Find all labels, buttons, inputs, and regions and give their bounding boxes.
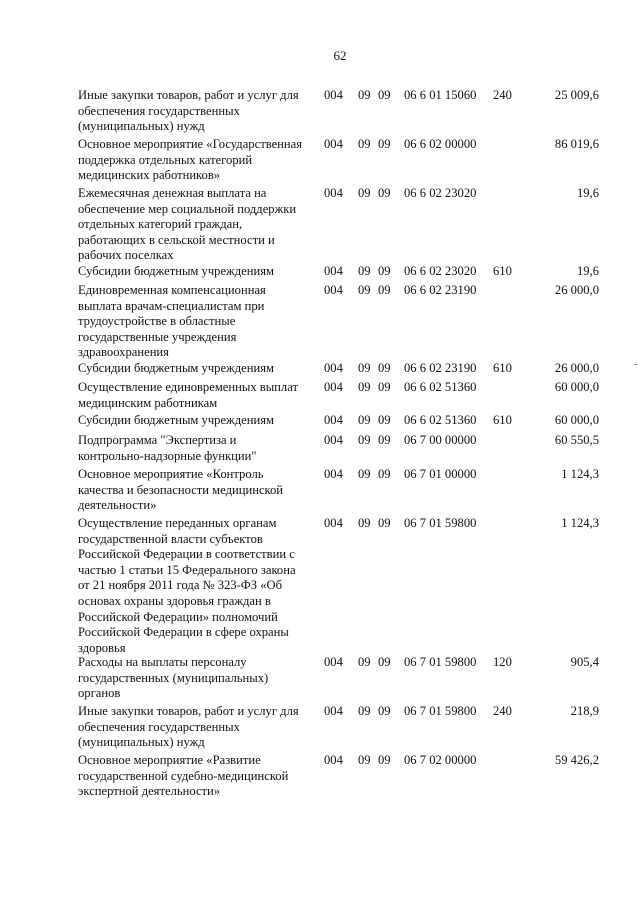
row-subsection-code: 09 (378, 264, 391, 278)
row-target-article-code: 06 7 02 00000 (404, 753, 477, 767)
row-name (78, 516, 310, 656)
row-target-article-code: 06 7 01 59800 (404, 655, 477, 669)
row-name-line: качества и безопасности медицинской (78, 482, 284, 497)
row-name-line: здоровья (78, 640, 126, 655)
row-amount: 60 550,5 (554, 433, 599, 447)
row-section-code: 09 (358, 88, 371, 102)
row-name-line: Субсидии бюджетным учреждениям (78, 361, 274, 375)
row-subsection-code: 09 (378, 380, 391, 394)
row-name-line: Основное мероприятие «Контроль (78, 467, 264, 481)
row-expense-type-code: 610 (493, 413, 512, 427)
row-subsection-code: 09 (378, 413, 391, 427)
row-amount: 25 009,6 (554, 88, 599, 102)
row-section-code: 09 (358, 380, 371, 394)
row-name-line: Российской Федерации в соответствии с (78, 547, 295, 562)
row-target-article-code: 06 6 02 00000 (404, 137, 477, 151)
row-name-line: Иные закупки товаров, работ и услуг для (78, 704, 299, 718)
row-adm-code: 004 (324, 467, 343, 481)
row-amount: 60 000,0 (554, 380, 599, 394)
row-name-line: Осуществление единовременных выплат (78, 380, 298, 394)
row-amount: 26 000,0 (554, 361, 599, 375)
row-amount: 19,6 (576, 264, 599, 278)
row-name-line: контрольно-надзорные функции" (78, 448, 257, 463)
row-subsection-code: 09 (378, 186, 391, 200)
row-adm-code: 004 (324, 380, 343, 394)
row-name (78, 413, 310, 429)
row-section-code: 09 (358, 516, 371, 530)
row-section-code: 09 (358, 361, 371, 375)
row-name-line: частью 1 статьи 15 Федерального закона (78, 562, 296, 577)
row-name-line: обеспечение мер социальной поддержки (78, 201, 297, 216)
row-section-code: 09 (358, 413, 371, 427)
row-target-article-code: 06 6 02 51360 (404, 380, 477, 394)
row-name-line: государственных (муниципальных) (78, 670, 269, 685)
row-name-line: трудоустройстве в областные (78, 314, 236, 329)
row-name (78, 753, 310, 800)
row-name-line: Российской Федерации в сфере охраны (78, 625, 289, 640)
row-amount: 60 000,0 (554, 413, 599, 427)
row-name-line: отдельных категорий граждан, (78, 217, 243, 232)
row-subsection-code: 09 (378, 516, 391, 530)
row-adm-code: 004 (324, 704, 343, 718)
row-name-line: экспертной деятельности» (78, 784, 221, 799)
row-target-article-code: 06 6 02 51360 (404, 413, 477, 427)
row-name-line: (муниципальных) нужд (78, 735, 205, 750)
row-name-line: Единовременная компенсационная (78, 283, 266, 297)
row-name-line: выплата врачам-специалистам при (78, 298, 265, 313)
row-adm-code: 004 (324, 433, 343, 447)
row-name-line: Основное мероприятие «Государственная (78, 137, 303, 151)
row-section-code: 09 (358, 186, 371, 200)
row-adm-code: 004 (324, 137, 343, 151)
row-name (78, 655, 310, 702)
row-name-line: Российской Федерации» полномочий (78, 609, 278, 624)
row-name (78, 380, 310, 411)
row-expense-type-code: 610 (493, 264, 512, 278)
row-amount: 905,4 (570, 655, 599, 669)
row-name (78, 283, 310, 361)
row-subsection-code: 09 (378, 137, 391, 151)
row-adm-code: 004 (324, 264, 343, 278)
row-expense-type-code: 610 (493, 361, 512, 375)
row-section-code: 09 (358, 283, 371, 297)
row-subsection-code: 09 (378, 88, 391, 102)
row-amount: 59 426,2 (554, 753, 599, 767)
row-name-line: Осуществление переданных органам (78, 516, 277, 530)
row-name-line: государственной судебно-медицинской (78, 768, 289, 783)
row-name (78, 186, 310, 264)
row-name-line: Иные закупки товаров, работ и услуг для (78, 88, 299, 102)
row-adm-code: 004 (324, 361, 343, 375)
row-section-code: 09 (358, 704, 371, 718)
row-section-code: 09 (358, 264, 371, 278)
row-name-line: Субсидии бюджетным учреждениям (78, 264, 274, 278)
row-amount: 19,6 (576, 186, 599, 200)
row-target-article-code: 06 7 00 00000 (404, 433, 477, 447)
row-name-line: обеспечения государственных (78, 719, 240, 734)
row-adm-code: 004 (324, 516, 343, 530)
row-adm-code: 004 (324, 753, 343, 767)
row-name (78, 467, 310, 514)
row-name (78, 264, 310, 280)
row-name-line: рабочих поселках (78, 248, 174, 263)
row-section-code: 09 (358, 137, 371, 151)
row-name-line: обеспечения государственных (78, 103, 240, 118)
row-section-code: 09 (358, 433, 371, 447)
row-subsection-code: 09 (378, 361, 391, 375)
row-name (78, 88, 310, 135)
row-name-line: Подпрограмма "Экспертиза и (78, 433, 237, 447)
row-adm-code: 004 (324, 186, 343, 200)
row-name-line: медицинских работников» (78, 168, 221, 183)
row-name-line: органов (78, 686, 121, 701)
row-name-line: медицинским работникам (78, 395, 218, 410)
row-name-line: здравоохранения (78, 345, 169, 360)
row-amount: 26 000,0 (554, 283, 599, 297)
row-section-code: 09 (358, 753, 371, 767)
row-name-line: Основное мероприятие «Развитие (78, 753, 261, 767)
row-amount: 1 124,3 (561, 467, 599, 481)
row-expense-type-code: 120 (493, 655, 512, 669)
row-target-article-code: 06 6 02 23190 (404, 283, 477, 297)
row-subsection-code: 09 (378, 467, 391, 481)
row-name-line: деятельности» (78, 498, 157, 513)
row-subsection-code: 09 (378, 283, 391, 297)
row-name-line: государственные учреждения (78, 329, 237, 344)
row-subsection-code: 09 (378, 704, 391, 718)
row-expense-type-code: 240 (493, 88, 512, 102)
row-name-line: работающих в сельской местности и (78, 232, 275, 247)
row-name (78, 433, 310, 464)
row-section-code: 09 (358, 655, 371, 669)
row-amount: 218,9 (570, 704, 599, 718)
row-expense-type-code: 240 (493, 704, 512, 718)
row-target-article-code: 06 6 01 15060 (404, 88, 477, 102)
row-name-line: государственной власти субъектов (78, 531, 263, 546)
row-name-line: Субсидии бюджетным учреждениям (78, 413, 274, 427)
row-name (78, 704, 310, 751)
row-name-line: Ежемесячная денежная выплата на (78, 186, 267, 200)
margin-mark (634, 364, 637, 365)
row-name-line: основах охраны здоровья граждан в (78, 593, 271, 608)
row-name-line: Расходы на выплаты персоналу (78, 655, 247, 669)
row-amount: 1 124,3 (561, 516, 599, 530)
row-name (78, 137, 310, 184)
row-name-line: (муниципальных) нужд (78, 119, 205, 134)
row-target-article-code: 06 7 01 59800 (404, 516, 477, 530)
page-number: 62 (333, 48, 347, 63)
row-adm-code: 004 (324, 413, 343, 427)
row-target-article-code: 06 7 01 00000 (404, 467, 477, 481)
row-adm-code: 004 (324, 88, 343, 102)
row-name-line: поддержка отдельных категорий (78, 152, 253, 167)
row-adm-code: 004 (324, 655, 343, 669)
row-subsection-code: 09 (378, 655, 391, 669)
row-section-code: 09 (358, 467, 371, 481)
row-amount: 86 019,6 (554, 137, 599, 151)
row-target-article-code: 06 6 02 23020 (404, 186, 477, 200)
row-subsection-code: 09 (378, 753, 391, 767)
row-name-line: от 21 ноября 2011 года № 323-ФЗ «Об (78, 578, 283, 593)
row-target-article-code: 06 7 01 59800 (404, 704, 477, 718)
row-subsection-code: 09 (378, 433, 391, 447)
row-target-article-code: 06 6 02 23020 (404, 264, 477, 278)
row-name (78, 361, 310, 377)
row-target-article-code: 06 6 02 23190 (404, 361, 477, 375)
row-adm-code: 004 (324, 283, 343, 297)
